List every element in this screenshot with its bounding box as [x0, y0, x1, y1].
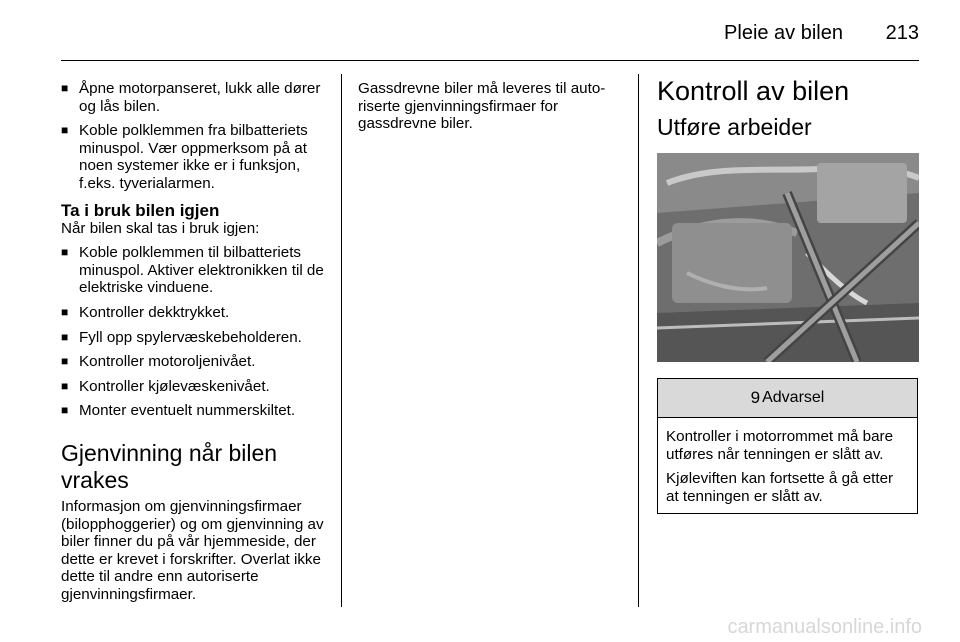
list-item: ■ Kontroller dekktrykket. — [61, 304, 329, 322]
list-item: ■ Koble polklemmen fra bilbatteriets minuspol. Vær oppmerksom på at noen systemer ikke er i funksjon, f.eks. tyverialarmen. — [61, 122, 329, 192]
warning-icon: 9 — [750, 388, 761, 408]
warning-header — [658, 379, 917, 418]
column-right — [657, 76, 919, 514]
subsection-title: Utføre arbeider — [657, 114, 812, 140]
list-item: ■ Kontroller kjølevæskenivået. — [61, 378, 329, 396]
bullet-list — [61, 244, 329, 420]
warning-text: Kontroller i motorrommet må bare utføres når tenningen er slått av. — [666, 428, 894, 463]
section-heading: Gjenvinning når bilen vrakes — [61, 439, 278, 493]
list-item: ■ Kontroller motoroljenivået. — [61, 353, 329, 371]
list-item: ■ Fyll opp spylervæskebeholderen. — [61, 329, 329, 347]
warning-box — [657, 378, 918, 514]
list-item: ■ Monter eventuelt nummerskiltet. — [61, 402, 329, 420]
section-title: Pleie av bilen — [724, 22, 843, 44]
warning-label: Advarsel — [762, 389, 825, 407]
watermark: carmanualsonline.info — [727, 616, 922, 638]
column-divider — [638, 74, 639, 607]
column-left — [61, 80, 329, 603]
list-item: ■ Åpne motorpanseret, lukk alle dører og lås bilen. — [61, 80, 329, 115]
chapter-title: Kontroll av bilen — [657, 76, 850, 106]
subheading: Ta i bruk bilen igjen — [61, 200, 220, 220]
warning-body — [658, 418, 917, 513]
engine-bay-photo — [657, 153, 919, 362]
column-middle — [358, 80, 630, 133]
column-divider — [341, 74, 342, 607]
intro-text: Når bilen skal tas i bruk igjen: — [61, 219, 260, 237]
warning-text: Kjøleviften kan fortsette å gå etter at tenningen er slått av. — [666, 470, 894, 505]
page-number: 213 — [885, 22, 919, 44]
section-text: Informasjon om gjenvinningsfirmaer (bilopphoggerier) og om gjenvinning av biler finner du på vår hjemmeside, der dette er krevet i forskrifter. Overlat ikke dette til andre enn autoriserte gjenvinningsfirmaer. — [61, 497, 324, 603]
body-text: Gassdrevne biler må leveres til autoriserte gjenvinningsfirmaer for gassdrevne biler. — [358, 80, 606, 133]
list-item: ■ Koble polklemmen til bilbatteriets minuspol. Aktiver elektronikken til de elektriske vinduene. — [61, 244, 329, 297]
bullet-list — [61, 80, 329, 193]
page-header — [61, 18, 919, 61]
